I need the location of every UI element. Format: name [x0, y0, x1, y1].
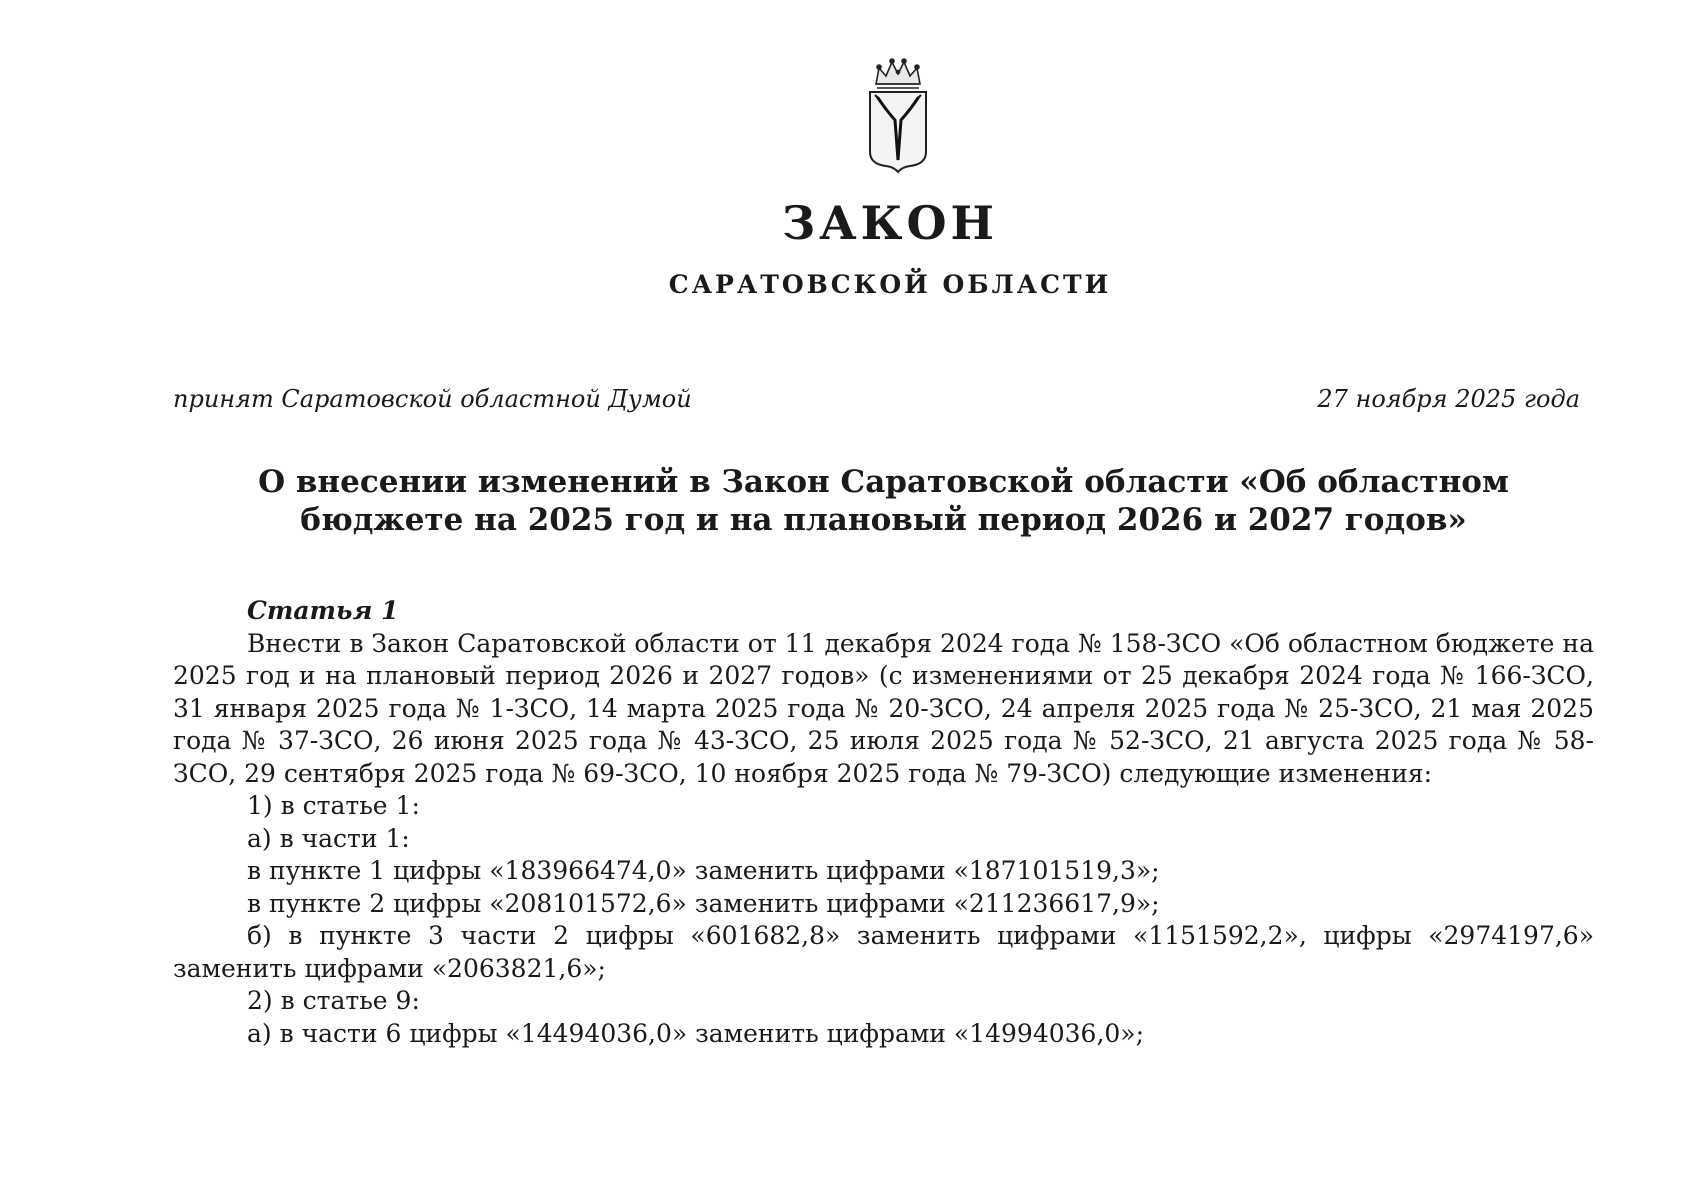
paragraph: 2) в статье 9: [247, 986, 420, 1015]
paragraph: а) в части 1: [247, 823, 410, 853]
paragraph: Внести в Закон Саратовской области от 11 декабря 2024 года № 158-ЗСО «Об областном бюджете на 2025 год и на плановый период 2026 и 2027 годов» (с изменениями от 25 декабря 2024 года № 166-ЗСО, 31 января 2025 года № 1-ЗСО, 14 марта 2025 года № 20-ЗСО, 24 апреля 2025 года № 25-ЗСО, 21 мая 2025 года № 37-ЗСО, 26 июня 2025 года № 43-ЗСО, 25 июля 2025 года № 52-ЗСО, 21 августа 2025 года № 58-ЗСО, 29 сентября 2025 года № 69-ЗСО, 10 ноября 2025 года № 79-ЗСО) следующие изменения: [173, 628, 1594, 788]
law-title: ЗАКОН [781, 196, 999, 250]
document-heading: О внесении изменений в Закон Саратовской области «Об областном бюджете на 2025 год и на плановый период 2026 и 2027 годов» [258, 464, 1509, 538]
article-title: Статья 1 [247, 596, 399, 625]
document-body [173, 595, 1594, 1050]
paragraph: в пункте 2 цифры «208101572,6» заменить цифрами «211236617,9»; [247, 888, 1160, 918]
paragraph: а) в части 6 цифры «14494036,0» заменить цифрами «14994036,0»; [247, 1018, 1145, 1048]
adoption-date: 27 ноября 2025 года [1317, 385, 1580, 413]
paragraph: б) в пункте 3 части 2 цифры «601682,8» заменить цифрами «1151592,2», цифры «2974197,6» заменить цифрами «2063821,6»; [173, 921, 1594, 983]
saratov-coat-of-arms-icon [866, 56, 930, 174]
law-subtitle: САРАТОВСКОЙ ОБЛАСТИ [668, 270, 1112, 299]
adopted-by: принят Саратовской областной Думой [173, 385, 692, 413]
paragraph: 1) в статье 1: [247, 791, 420, 820]
paragraph: в пункте 1 цифры «183966474,0» заменить цифрами «187101519,3»; [247, 856, 1160, 885]
